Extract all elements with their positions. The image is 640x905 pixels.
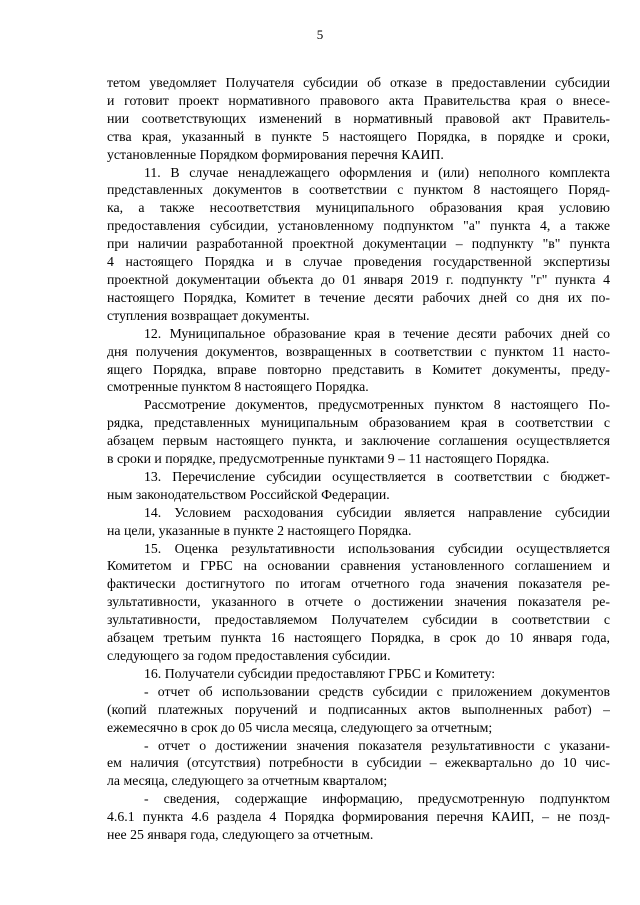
text-line: 16. Получатели субсидии предоставляют ГРБС и Комитету: [144,665,496,681]
paragraph [107,164,610,325]
text-line: ступления возвращает документы. [107,307,310,323]
paragraph [107,396,610,468]
text-line: тетом уведомляет Получателя субсидии об отказе в предоставлении субсидии [107,75,610,90]
text-line: ем наличия (отсутствия) потребности в субсидии – ежеквартально до 10 чис- [107,755,610,771]
text-line: Комитетом и ГРБС на основании сравнения установленного соглашением и [107,558,610,574]
text-line: дня получения документов, возвращенных в соответствии с пунктом 11 насто- [107,343,610,359]
text-line: ства края, указанный в пункте 5 настоящего Порядка, в порядке и сроки, [107,128,610,144]
text-line: проектной документации объекта до 01 января 2019 г. подпункту "г" пункта 4 [107,271,610,287]
paragraph [107,468,610,504]
text-line: 4 настоящего Порядка и в случае проведения государственной экспертизы [107,254,610,270]
paragraph [107,504,610,540]
text-line: ка, а также несоответствия муниципального образования края условию [107,200,610,216]
text-line: настоящего Порядка, Комитет в течение десяти рабочих дней со дня их по- [107,289,610,305]
paragraph [107,540,610,665]
text-line: абзацем первым настоящего пункта, и заключение соглашения осуществляется [107,433,610,449]
text-line: нии соответствующих изменений в нормативный правовой акт Правитель- [107,110,610,126]
text-line: 15. Оценка результативности использования субсидии осуществляется [144,540,610,556]
text-line: рядка, представленных муниципальным образованием края в соответствии с [107,415,610,431]
text-line: ным законодательством Российской Федерации. [107,486,390,502]
text-line: - отчет о достижении значения показателя результативности с указани- [144,737,610,753]
paragraph [107,737,610,791]
text-line: смотренные пунктом 8 настоящего Порядка. [107,379,369,395]
text-line: 12. Муниципальное образование края в течение десяти рабочих дней со [144,325,610,341]
text-line: установленные Порядком формирования перечня КАИП. [107,146,444,162]
text-line: (копий платежных поручений и подписанных актов выполненных работ) – [107,701,610,717]
text-line: 11. В случае ненадлежащего оформления и (или) неполного комплекта [144,164,610,180]
paragraph [107,74,610,164]
paragraph [107,790,610,844]
text-line: - сведения, содержащие информацию, предусмотренную подпунктом [144,791,610,807]
text-line: в сроки и порядке, предусмотренные пунктами 9 – 11 настоящего Порядка. [107,451,550,467]
document-body [107,74,610,844]
text-line: 14. Условием расходования субсидии является направление субсидии [144,504,610,520]
paragraph [107,683,610,737]
text-line: следующего за годом предоставления субсидии. [107,648,391,663]
page-number: 5 [316,27,324,42]
text-line: нее 25 января года, следующего за отчетным. [107,827,374,843]
text-line: зультативности, предоставляемом Получателем субсидии в соответствии с [107,612,610,628]
text-line: на цели, указанные в пункте 2 настоящего Порядка. [107,522,412,538]
paragraph [107,325,610,397]
text-line: ежемесячно в срок до 05 числа месяца, следующего за отчетным; [107,719,493,735]
text-line: абзацем третьим пункта 16 настоящего Порядка, в срок до 10 января года, [107,630,610,646]
paragraph [107,665,610,683]
text-line: зультативности, указанного в отчете о достижении значения показателя ре- [107,594,610,610]
text-line: 13. Перечисление субсидии осуществляется в соответствии с бюджет- [144,468,610,484]
text-line: ла месяца, следующего за отчетным кварталом; [107,773,388,789]
text-line: 4.6.1 пункта 4.6 раздела 4 Порядка формирования перечня КАИП, – не позд- [107,809,610,825]
text-line: представленных документов в соответствии с пунктом 8 настоящего Поряд- [107,182,610,198]
text-line: предоставления субсидии, установленному подпунктом "а" пункта 4, а также [107,218,610,234]
text-line: фактически достигнутого по итогам отчетного года значения показателя ре- [107,576,610,592]
text-line: и готовит проект нормативного правового акта Правительства края о внесе- [107,92,610,108]
text-line: ящего Порядка, вправе повторно представить в Комитет документы, преду- [107,361,610,377]
text-line: при наличии разработанной проектной документации – подпункту "в" пункта [107,236,610,252]
text-line: Рассмотрение документов, предусмотренных пунктом 8 настоящего По- [144,397,610,413]
text-line: - отчет об использовании средств субсидии с приложением документов [144,683,610,699]
